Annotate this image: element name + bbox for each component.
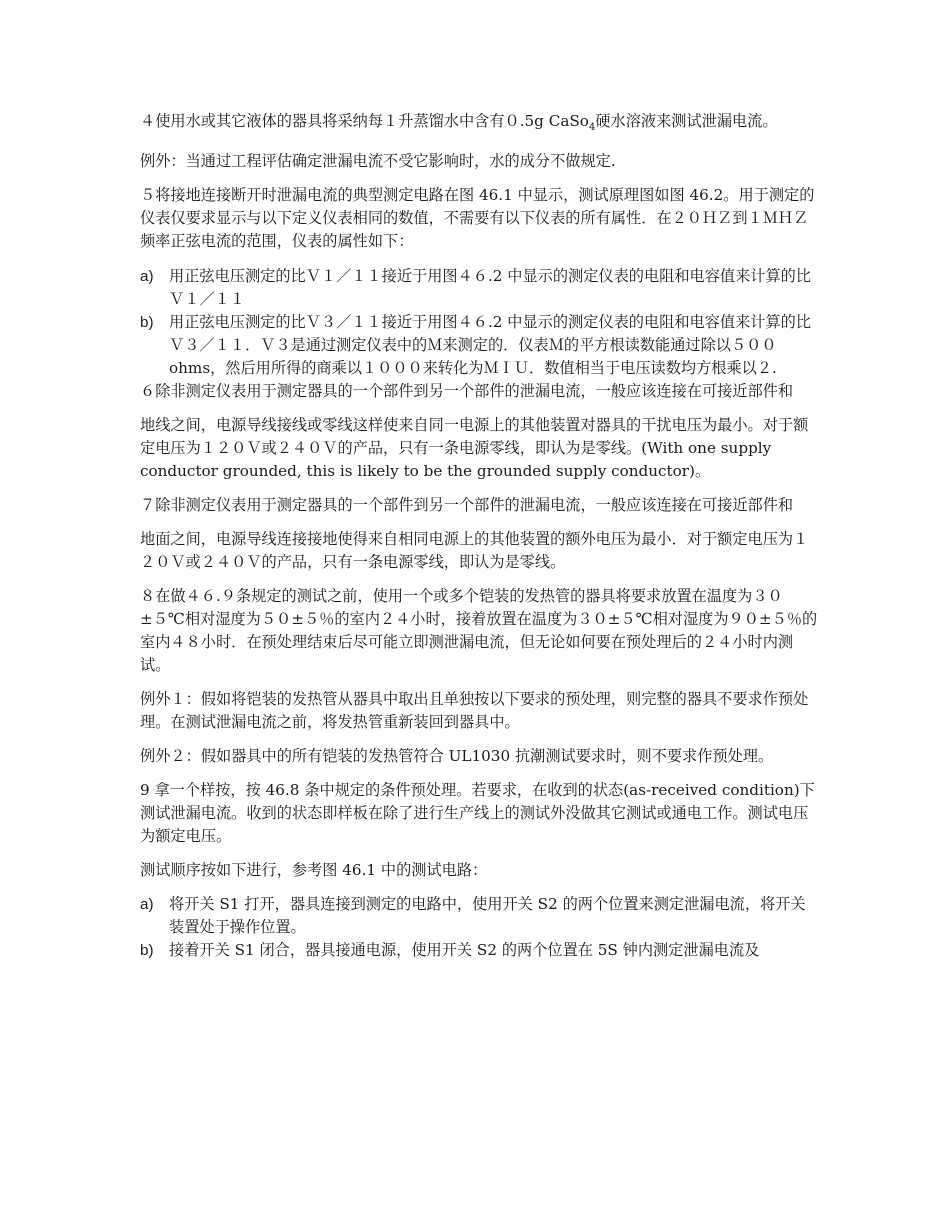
paragraph-exception-2: 例外２：假如器具中的所有铠装的发热管符合 UL1030 抗潮测试要求时，则不要求作预处理。	[140, 747, 774, 766]
test-sequence-list	[140, 893, 820, 962]
paragraph-7-part1: ７除非测定仪表用于测定器具的一个部件到另一个部件的泄漏电流，一般应该连接在可接近部件和	[140, 496, 794, 515]
paragraph-test-sequence: 测试顺序按如下进行，参考图 46.1 中的测试电路：	[140, 861, 488, 880]
paragraph-6-part2: 地线之间，电源导线接线或零线这样使来自同一电源上的其他装置对器具的干扰电压为最小。对于额定电压为１２０Ｖ或２４０Ｖ的产品，只有一条电源零线，即认为是零线。(With one supply conductor grounded, this is likely to be the grounded supply conductor)。	[140, 416, 809, 481]
list-item: b) 用正弦电压测定的比Ｖ３／１１接近于用图４６.2 中显示的测定仪表的电阻和电容值来计算的比Ｖ３／１１．Ｖ３是通过测定仪表中的Ｍ来测定的．仪表Ｍ的平方根读数能通过除以５００ohms，然后用所得的商乘以１０００来转化为ＭＩＵ．数值相当于电压读数均方根乘以２.	[140, 313, 812, 378]
paragraph-6-part1: ６除非测定仪表用于测定器具的一个部件到另一个部件的泄漏电流，一般应该连接在可接近部件和	[140, 382, 794, 401]
list-item: a) 用正弦电压测定的比Ｖ１／１１接近于用图４６.2 中显示的测定仪表的电阻和电容值来计算的比Ｖ１／１１	[140, 267, 812, 309]
paragraph-preconditioning: ８在做４６.９条规定的测试之前，使用一个或多个铠装的发热管的器具将要求放置在温度为３０±５℃相对湿度为５０±５％的室内２４小时，接着放置在温度为３０±５℃相对湿度为９０±５％的室内４８小时．在预处理结束后尽可能立即测泄漏电流，但无论如何要在预处理后的２４小时内测试。	[140, 587, 818, 675]
paragraph-7-part2: 地面之间，电源导线连接接地使得来自相同电源上的其他装置的额外电压为最小．对于额定电压为１２０Ｖ或２４０Ｖ的产品，只有一条电源零线，即认为是零线。	[140, 530, 809, 572]
list-item: b) 接着开关 S1 闭合，器具接通电源，使用开关 S2 的两个位置在 5S 钟内测定泄漏电流及	[140, 941, 760, 960]
instrument-properties-list	[140, 265, 820, 380]
paragraph-measurement-circuit: ５将接地连接断开时泄漏电流的典型测定电路在图 46.1 中显示，测试原理图如图 46.2。用于测定的仪表仅要求显示与以下定义仪表相同的数值，不需要有以下仪表的所有属性．在２０ＨＺ到１ＭＨＺ频率正弦电流的范围，仪表的属性如下：	[140, 186, 815, 251]
paragraph-exception-1: 例外１：假如将铠装的发热管从器具中取出且单独按以下要求的预处理，则完整的器具不要求作预处理。在测试泄漏电流之前，将发热管重新装回到器具中。	[140, 690, 809, 732]
paragraph-water-test: ４使用水或其它液体的器具将采纳每１升蒸馏水中含有０.5g CaSo$_4$硬水溶液来测试泄漏电流。	[140, 112, 778, 134]
paragraph-exception-water: 例外：当通过工程评估确定泄漏电流不受它影响时，水的成分不做规定.	[140, 152, 616, 171]
list-item: a) 将开关 S1 打开，器具连接到测定的电路中，使用开关 S2 的两个位置来测定泄漏电流，将开关装置处于操作位置。	[140, 895, 806, 937]
document-page	[140, 110, 820, 962]
paragraph-as-received: 9 拿一个样按，按 46.8 条中规定的条件预处理。若要求，在收到的状态(as-received condition)下测试泄漏电流。收到的状态即样板在除了进行生产线上的测试外没做其它测试或通电工作。测试电压为额定电压。	[140, 781, 815, 846]
